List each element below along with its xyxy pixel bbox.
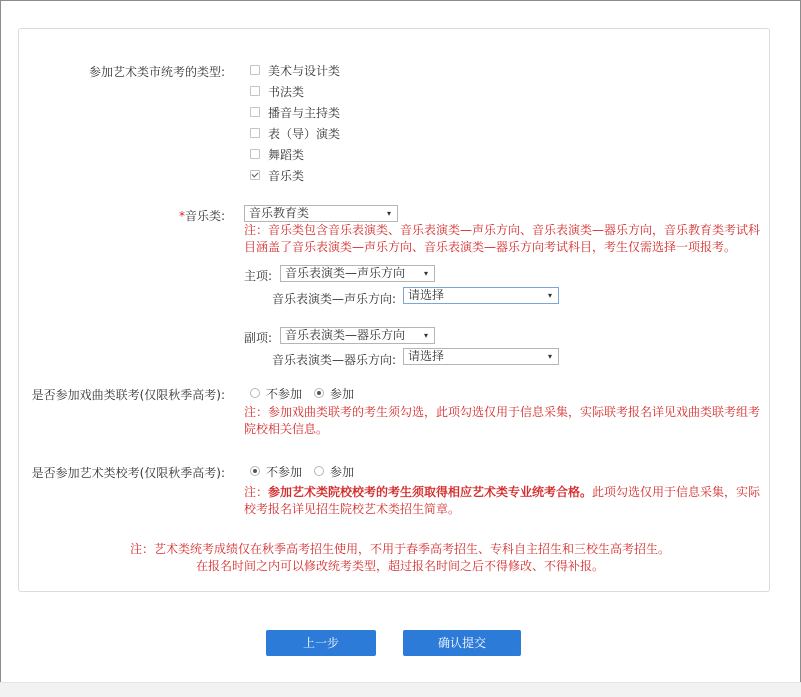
main-item-label: 主项: [244, 269, 273, 283]
select-value: 音乐表演类—声乐方向 [285, 266, 406, 280]
chevron-down-icon: ▾ [547, 352, 552, 361]
checkbox-calligraphy[interactable] [250, 83, 304, 99]
secondary-sub-select[interactable] [403, 348, 559, 365]
checkbox-label: 书法类 [268, 84, 305, 99]
opera-note [244, 404, 764, 438]
footer-note-line1: 注：艺术类统考成绩仅在秋季高考招生使用，不用于春季高考招生、专科自主招生和三校生高考招生。 [129, 542, 670, 556]
select-value: 请选择 [408, 288, 445, 302]
radio-opera-no[interactable] [250, 385, 302, 401]
prev-step-button[interactable]: 上一步 [266, 630, 376, 656]
bottom-scroll-strip [0, 682, 801, 697]
radio-button[interactable] [314, 466, 324, 476]
checkbox-label: 音乐类 [268, 168, 305, 183]
checkbox-label: 表（导）演类 [268, 126, 341, 141]
opera-label: 是否参加戏曲类联考(仅限秋季高考): [31, 388, 225, 402]
school-exam-note-line1 [244, 484, 768, 501]
music-category-select[interactable] [244, 205, 398, 222]
music-note-line1: 注：音乐类包含音乐表演类、音乐表演类—声乐方向、音乐表演类—器乐方向，音乐教育类考试科 [244, 223, 761, 237]
secondary-sub-label: 音乐表演类—器乐方向: [272, 353, 397, 367]
checkbox-label: 舞蹈类 [268, 147, 305, 162]
chevron-down-icon: ▾ [386, 209, 391, 218]
music-note-line2: 目涵盖了音乐表演类—声乐方向、音乐表演类—器乐方向考试科目，考生仅需选择一项报考。 [244, 240, 737, 254]
radio-school-yes[interactable] [314, 463, 354, 479]
checkbox-broadcasting[interactable] [250, 104, 340, 120]
art-types-label: 参加艺术类市统考的类型: [88, 65, 225, 79]
checkbox-art-design[interactable] [250, 62, 340, 78]
chevron-down-icon: ▾ [547, 291, 552, 300]
music-note [244, 222, 764, 256]
select-value: 音乐表演类—器乐方向 [285, 328, 406, 342]
select-value: 音乐教育类 [249, 206, 310, 220]
submit-button[interactable]: 确认提交 [403, 630, 521, 656]
checkbox-box[interactable] [250, 128, 260, 138]
music-label: 音乐类: [184, 209, 225, 223]
chevron-down-icon: ▾ [423, 331, 428, 340]
footer-note-line2: 在报名时间之内可以修改统考类型，超过报名时间之后不得修改、不得补报。 [195, 559, 604, 573]
radio-opera-yes[interactable] [314, 385, 354, 401]
radio-button-checked[interactable] [314, 388, 324, 398]
footer-note [40, 541, 760, 575]
radio-label: 参加 [330, 464, 355, 479]
checkbox-box[interactable] [250, 107, 260, 117]
main-sub-label: 音乐表演类—声乐方向: [272, 292, 397, 306]
checkbox-box-checked[interactable] [250, 170, 260, 180]
opera-note-line2: 院校相关信息。 [244, 422, 329, 436]
opera-note-line1: 注：参加戏曲类联考的考生须勾选，此项勾选仅用于信息采集，实际联考报名详见戏曲类联考组考 [244, 405, 761, 419]
secondary-item-label: 副项: [244, 331, 273, 345]
required-mark: * [178, 209, 185, 223]
checkbox-box[interactable] [250, 86, 260, 96]
secondary-item-select[interactable] [280, 327, 435, 344]
main-item-select[interactable] [280, 265, 435, 282]
note-rest: 此项勾选仅用于信息采集，实际 [592, 485, 761, 499]
radio-school-no[interactable] [250, 463, 302, 479]
note-prefix: 注： [244, 485, 269, 499]
checkbox-box[interactable] [250, 149, 260, 159]
radio-button-checked[interactable] [250, 466, 260, 476]
chevron-down-icon: ▾ [423, 269, 428, 278]
radio-button[interactable] [250, 388, 260, 398]
radio-label: 不参加 [266, 464, 303, 479]
checkbox-box[interactable] [250, 65, 260, 75]
checkbox-dance[interactable] [250, 146, 304, 162]
radio-label: 不参加 [266, 386, 303, 401]
checkbox-acting[interactable] [250, 125, 340, 141]
school-exam-note [244, 484, 768, 518]
note-bold: 参加艺术类院校校考的考生须取得相应艺术类专业统考合格。 [268, 485, 593, 499]
school-exam-label: 是否参加艺术类校考(仅限秋季高考): [31, 466, 225, 480]
school-exam-note-line2: 校考报名详见招生院校艺术类招生简章。 [244, 502, 461, 516]
checkbox-music[interactable] [250, 167, 304, 183]
radio-label: 参加 [330, 386, 355, 401]
select-value: 请选择 [408, 349, 445, 363]
checkbox-label: 美术与设计类 [268, 63, 341, 78]
checkbox-label: 播音与主持类 [268, 105, 341, 120]
music-label-row [120, 207, 225, 224]
main-sub-select[interactable] [403, 287, 559, 304]
